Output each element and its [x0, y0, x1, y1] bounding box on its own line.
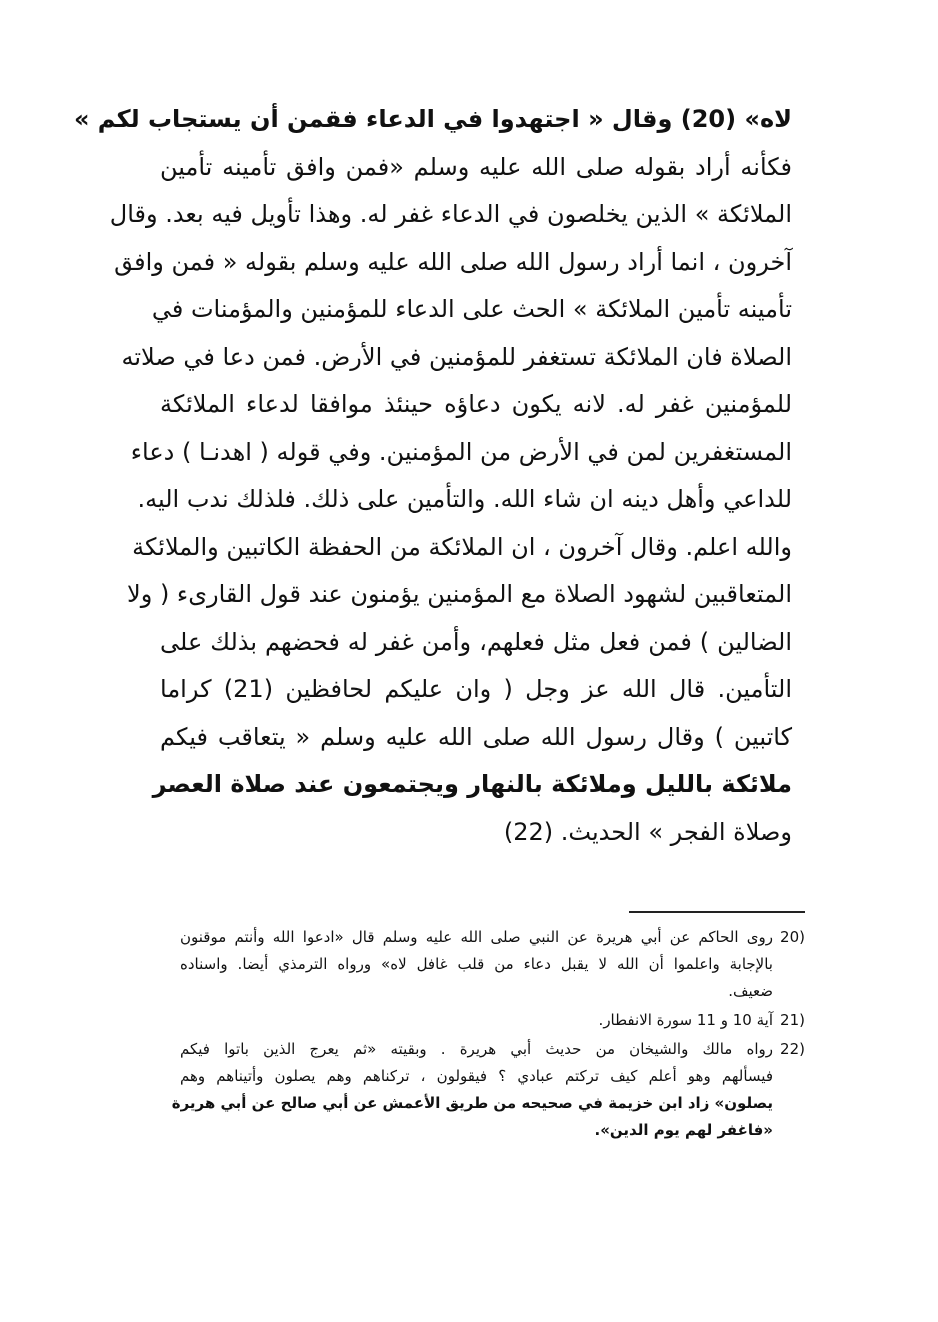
main-line: المستغفرين لمن في الأرض من المؤمنين. وفي قوله ( اهدنـا ) دعاء	[130, 437, 792, 466]
footnote-line: بالإجابة واعلموا أن الله لا يقبل دعاء من قلب غافل لاه» ورواه الترمذي أيضا. واسناده	[180, 955, 773, 973]
footnote-line: رواه مالك والشيخان من حديث أبي هريرة . وبقيته «ثم يعرج الذين باتوا فيكم	[180, 1040, 773, 1058]
footnote-line: فيسألهم وهو أعلم كيف تركتم عبادي ؟ فيقولون ، تركناهم وهم يصلون وأتيناهم وهم	[180, 1067, 773, 1085]
footnote-number: 20)	[780, 928, 805, 946]
main-line: والله اعلم. وقال آخرون ، ان الملائكة من الحفظة الكاتبين والملائكة	[132, 532, 792, 561]
main-line: للمؤمنين غفر له. لانه يكون دعاؤه حينئذ موافقا لدعاء الملائكة	[160, 390, 792, 418]
footnote-item	[180, 1007, 805, 1034]
main-line: وصلاة الفجر » الحديث. (22)	[503, 817, 792, 846]
main-line: تأمينه تأمين الملائكة » الحث على الدعاء للمؤمنين والمؤمنات في	[151, 295, 792, 323]
footnote-line: «فاغفر لهم يوم الدين».	[594, 1121, 773, 1139]
footnote-line: يصلون» زاد ابن خزيمة في صحيحه من طريق الأعمش عن أبي صالح عن أبي هريرة	[171, 1094, 773, 1112]
footnote-line: آية 10 و 11 سورة الانفطار.	[598, 1011, 773, 1029]
footnote-number: 21)	[780, 1011, 805, 1029]
main-line: الملائكة » الذين يخلصون في الدعاء غفر له. وهذا تأويل فيه بعد. وقال	[109, 200, 792, 228]
footnote-item	[171, 1036, 805, 1144]
main-line: المتعاقبين لشهود الصلاة مع المؤمنين يؤمنون عند قول القارىء ( ولا	[127, 580, 792, 608]
main-line: الصلاة فان الملائكة تستغفر للمؤمنين في الأرض. فمن دعا في صلاته	[121, 342, 792, 371]
footnote-item	[180, 924, 805, 1005]
footnote-line: ضعيف.	[728, 982, 773, 1000]
footnote-divider	[629, 911, 805, 913]
main-line: ملائكة بالليل وملائكة بالنهار ويجتمعون عند صلاة العصر	[152, 770, 792, 798]
main-line: فكأنه أراد بقوله صلى الله عليه وسلم «فمن وافق تأمينه تأمين	[160, 152, 792, 181]
main-line: آخرون ، انما أراد رسول الله صلى الله عليه وسلم بقوله « فمن وافق	[114, 247, 792, 276]
main-line: للداعي وأهل دينه ان شاء الله. والتأمين على ذلك. فلذلك ندب اليه.	[137, 485, 792, 513]
main-line: الضالين ) فمن فعل مثل فعلهم، وأمن غفر له فحضهم بذلك على	[160, 627, 792, 656]
footnote-number: 22)	[780, 1040, 805, 1058]
main-line: لاه» (20) وقال « اجتهدوا في الدعاء فقمن أن يستجاب لكم »	[73, 105, 792, 133]
main-text-block	[73, 96, 792, 856]
footnote-line: روى الحاكم عن أبي هريرة عن النبي صلى الله عليه وسلم قال «ادعوا الله وأنتم موقنون	[180, 928, 773, 946]
main-line: التأمين. قال الله عز وجل ( وان عليكم لحافظين (21) كراما	[160, 675, 792, 703]
footnotes-block	[171, 924, 805, 1146]
main-line: كاتبين ) وقال رسول الله صلى الله عليه وسلم « يتعاقب فيكم	[160, 722, 792, 751]
